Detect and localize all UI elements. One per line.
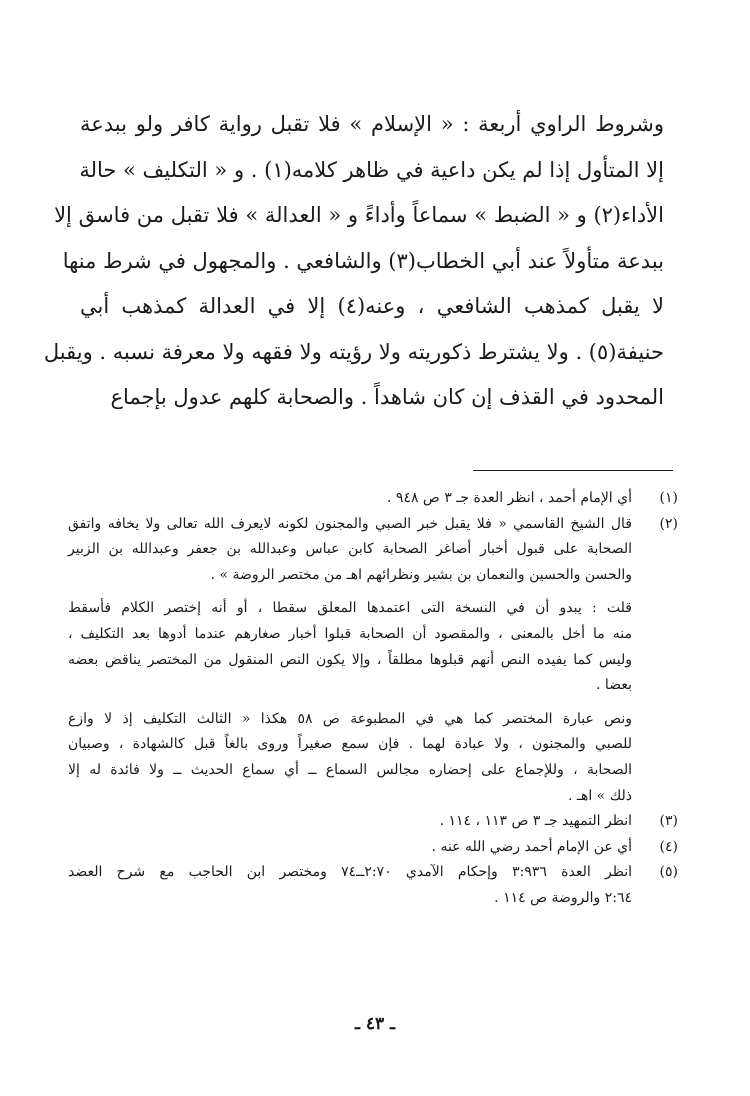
footnote-4 xyxy=(68,835,678,861)
main-text-block xyxy=(43,102,664,421)
footnote-line: للصبي والمجنون ، ولا عبادة لهما . فإن سمع صغيراً وروى بالغاً قبل كالشهادة ، وصبيان xyxy=(68,736,632,753)
main-text-line: حنيفة(٥) . ولا يشترط ذكوريته ولا رؤيته ولا فقهه ولا معرفة نسبه . ويقبل xyxy=(43,339,664,364)
footnote-number: (١) xyxy=(659,490,678,506)
footnote-5 xyxy=(68,860,678,911)
footnote-3 xyxy=(68,809,678,835)
footnote-separator xyxy=(473,470,673,471)
footnote-number: (٤) xyxy=(659,838,678,855)
footnote-1 xyxy=(68,486,678,512)
footnote-line: ونص عبارة المختصر كما هي في المطبوعة ص ٥٨ هكذا « الثالث التكليف إذ لا وازع xyxy=(68,710,632,727)
main-text-line: الأداء(٢) و « الضبط » سماعاً وأداءً و « العدالة » فلا تقبل من فاسق إلا xyxy=(54,203,664,227)
footnotes-block xyxy=(68,486,678,912)
footnote-number: (٣) xyxy=(659,813,678,830)
footnote-line: قلت : يبدو أن في النسخة التى اعتمدها المعلق سقطا ، أو أنه إختصر الكلام فأسقط xyxy=(68,600,632,617)
footnote-line: ذلك » اهـ . xyxy=(567,787,632,804)
main-text-line: وشروط الراوي أربعة : « الإسلام » فلا تقبل رواية كافر ولو ببدعة xyxy=(80,112,664,136)
main-text-line: المحدود في القذف إن كان شاهداً . والصحابة كلهم عدول بإجماع xyxy=(110,385,664,409)
footnote-line: قال الشيخ القاسمي « فلا يقبل خبر الصبي والمجنون لكونه لايعرف الله تعالى ولا يخافه واتفق xyxy=(68,515,632,532)
footnote-line: والحسن والحسين والنعمان بن بشير ونظرائهم اهـ من مختصر الروضة » . xyxy=(210,566,632,583)
footnote-line: الصحابة على قبول أخبار أصاغر الصحابة كابن عباس وعبدالله بن جعفر وعبدالله بن الزبير xyxy=(68,541,632,558)
footnote-line: أي الإمام أحمد ، انظر العدة جـ ٣ ص ٩٤٨ . xyxy=(387,490,632,506)
footnote-line: منه ما أخل بالمعنى ، والمقصود أن الصحابة قبلوا أخبار صغارهم عندما أدوها بعد التكليف ، xyxy=(68,625,632,642)
page-number: ـ ٤٣ ـ xyxy=(354,1014,396,1034)
footnote-line: الصحابة ، وللإجماع على إحضاره مجالس السماع ــ أي سماع الحديث ــ ولا فائدة له إلا xyxy=(68,761,632,778)
footnote-line: وليس كما يفيده النص أنهم قبلوها مطلقاً ، وإلا يكون النص المنقول من المختصر يناقض بعضه xyxy=(68,651,632,668)
footnote-2 xyxy=(68,512,678,810)
main-text-line: لا يقبل كمذهب الشافعي ، وعنه(٤) إلا في العدالة كمذهب أبي xyxy=(80,294,664,318)
footnote-number: (٢) xyxy=(659,515,678,532)
main-text-line: إلا المتأول إذا لم يكن داعية في ظاهر كلامه(١) . و « التكليف » حالة xyxy=(79,157,664,182)
footnote-number: (٥) xyxy=(659,864,678,881)
footnote-line: انظر العدة ٣:٩٣٦ وإحكام الآمدي ٢:٧٠ــ٧٤ ومختصر ابن الحاجب مع شرح العضد xyxy=(68,864,632,881)
footnote-line: ٢:٦٤ والروضة ص ١١٤ . xyxy=(494,889,632,906)
main-text-line: ببدعة متأولاً عند أبي الخطاب(٣) والشافعي . والمجهول في شرط منها xyxy=(62,248,664,273)
footnote-line: بعضا . xyxy=(596,677,632,694)
footnote-line: انظر التمهيد جـ ٣ ص ١١٣ ، ١١٤ . xyxy=(439,813,632,830)
footnote-line: أي عن الإمام أحمد رضي الله عنه . xyxy=(431,838,632,855)
